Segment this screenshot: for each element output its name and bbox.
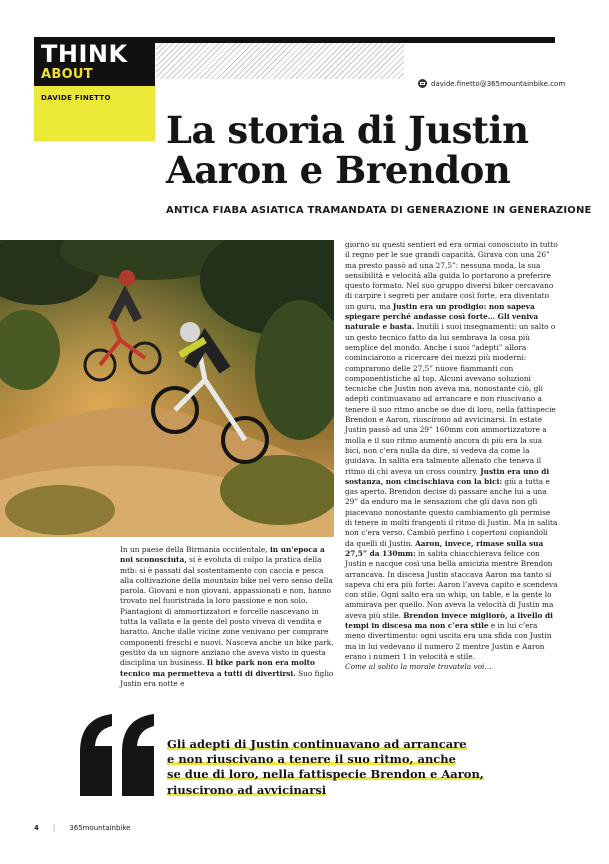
text-run-bold: Brendon invece migliorò, a livello di tempi in discesa ma non c’era stile [345,610,553,630]
headline-line-1: La storia di Justin [166,108,529,152]
page-footer [34,824,130,832]
text-run: in salita chiacchierava felice con Justin e nacque così una bella amicizia mentre Brendon arrancava. In discesa Justin staccava Aaron ma tanto si sapeva chi era più forte: Aaron l’aveva capito e scendeva con stile. Ogni salto era un whip, un table, e la gente lo ammirava per quello. Non aveva la velocità di Justin ma aveva più stile. [345,548,558,620]
article-body-right [345,240,558,672]
headline-line-2: Aaron e Brendon [166,148,511,192]
text-run-bold: in un'epoca a noi sconosciuta, [120,545,325,565]
text-run-bold: Aaron, invece, rimase sulla sua 27,5” da 130mm: [345,538,544,558]
closing-line [345,662,558,672]
pull-quote-line: Gli adepti di Justin continuavano ad arrancare [167,737,467,751]
section-title: THINK [41,40,128,68]
text-run: giorno su questi sentieri ed era ormai conosciuto in tutto il regno per le sue grandi capacità. Girava con una 26” ma presto passò ad una 27,5”: nessuna moda, la sua sensibilità e velocità alla guida lo portarono a preferire questo formato. Nel suo gruppo diversi biker cercavano di carpire i segreti per andare così forte, era diventato un guru, ma [345,240,558,311]
section-subtitle: ABOUT [41,67,93,82]
text-run: In un paese della Birmania occidentale, [120,545,270,554]
footer-site: 365mountainbike [69,824,131,832]
author-name: DAVIDE FINETTO [41,94,111,102]
pull-quote-line: e non riuscivano a tenere il suo ritmo, anche [167,752,456,767]
text-run-bold: Justin era uno di sostanza, non cincischiava con la bici: [345,466,550,486]
footer-separator: | [52,824,56,832]
email-icon [418,79,427,88]
riders-photo [0,240,334,537]
closing-text: Come al solito la morale trovatela voi… [345,662,492,672]
text-run: e in lui c’era meno divertimento: ogni uscita era una sfida con Justin ma in lui vedevano il numero 2 mentre Justin e Aaron erano i numeri 1 in velocità e stile. [345,620,552,661]
article-subheadline: ANTICA FIABA ASIATICA TRAMANDATA DI GENERAZIONE IN GENERAZIONE [166,205,592,216]
text-run-bold: Il bike park non era molto tecnico ma permetteva a tutti di divertirsi. [120,658,315,678]
author-email-row[interactable] [418,79,565,88]
text-run-bold: Justin era un prodigio: non sapeva spiegare perché andasse così forte… Gli veniva naturale e basta. [345,301,539,332]
pull-quote [167,737,507,798]
body-paragraph [120,545,334,689]
page-number: 4 [34,824,39,832]
article-headline [166,110,586,190]
quote-mark-icon [78,712,156,798]
text-run: Inutili i suoi insegnamenti: un salto o un gesto tecnico fatto da lui sembrava la cosa più semplice del mondo. Anche i suoi “adepti” allora cominciarono a ricercare dei mezzi più moderni: comprarono delle 27,5” nuove fiammanti con componentistiche al top. Alcuni avevano soluzioni tecniche che Justin non aveva ma, nonostante ciò, gli adepti continuavano ad arrancare e non riuscivano a tenere il suo ritmo anche se due di loro, nella fattispecie Brendon e Aaron, riuscirono ad avvicinarsi. In estate Justin passò ad una 29” 160mm con ammortizzatore a molla e il suo ritmo aumentò ancora di più era la sua bici, non c’era nulla da dire, si vedeva da come la guidava. In salita era talmente allenato che teneva il ritmo di chi aveva un cross country. [345,322,556,476]
author-email[interactable]: davide.finetto@365mountainbike.com [431,79,566,88]
text-run: giù a tutta e gas aperto. Brendon decise di passare anche lui a una 29” da enduro ma le sensazioni che gli dava non gli piacevano nonostante questo cambiamento gli permise di tenere in molti frangenti il ritmo di Justin. Ma in salita non c’era verso. Cambiò perfino i copertoni copiandoli da quelli di Justin. [345,476,558,548]
pull-quote-line: se due di loro, nella fattispecie Brendon e Aaron, [167,767,484,782]
hatch-pattern [156,43,404,79]
text-run: Suo figlio Justin era notte e [120,668,334,688]
article-body-left [120,545,334,689]
text-run: si è evoluta di colpo la pratica della mtb: si è passati dal sostentamento con caccia e pesca alla coltivazione della mountain bike nel vero senso della parola. Giovani e non giovani, appassionati e non, hanno trovato nel fuoristrada la loro passione e non solo. Piantagioni di ammortizzatori e forcelle nascevano in tutta la vallata e la gente del posto viveva di vendita e baratto. Anche dalle vicine zone venivano per comprare componenti freschi e nuovi. Nasceva anche un bike park, gestito da un signore anziano che aveva visto in questa disciplina un business. [120,555,334,668]
riders-illustration [0,240,334,537]
pull-quote-line: riuscirono ad avvicinarsi [167,782,327,797]
body-paragraph [345,240,558,662]
